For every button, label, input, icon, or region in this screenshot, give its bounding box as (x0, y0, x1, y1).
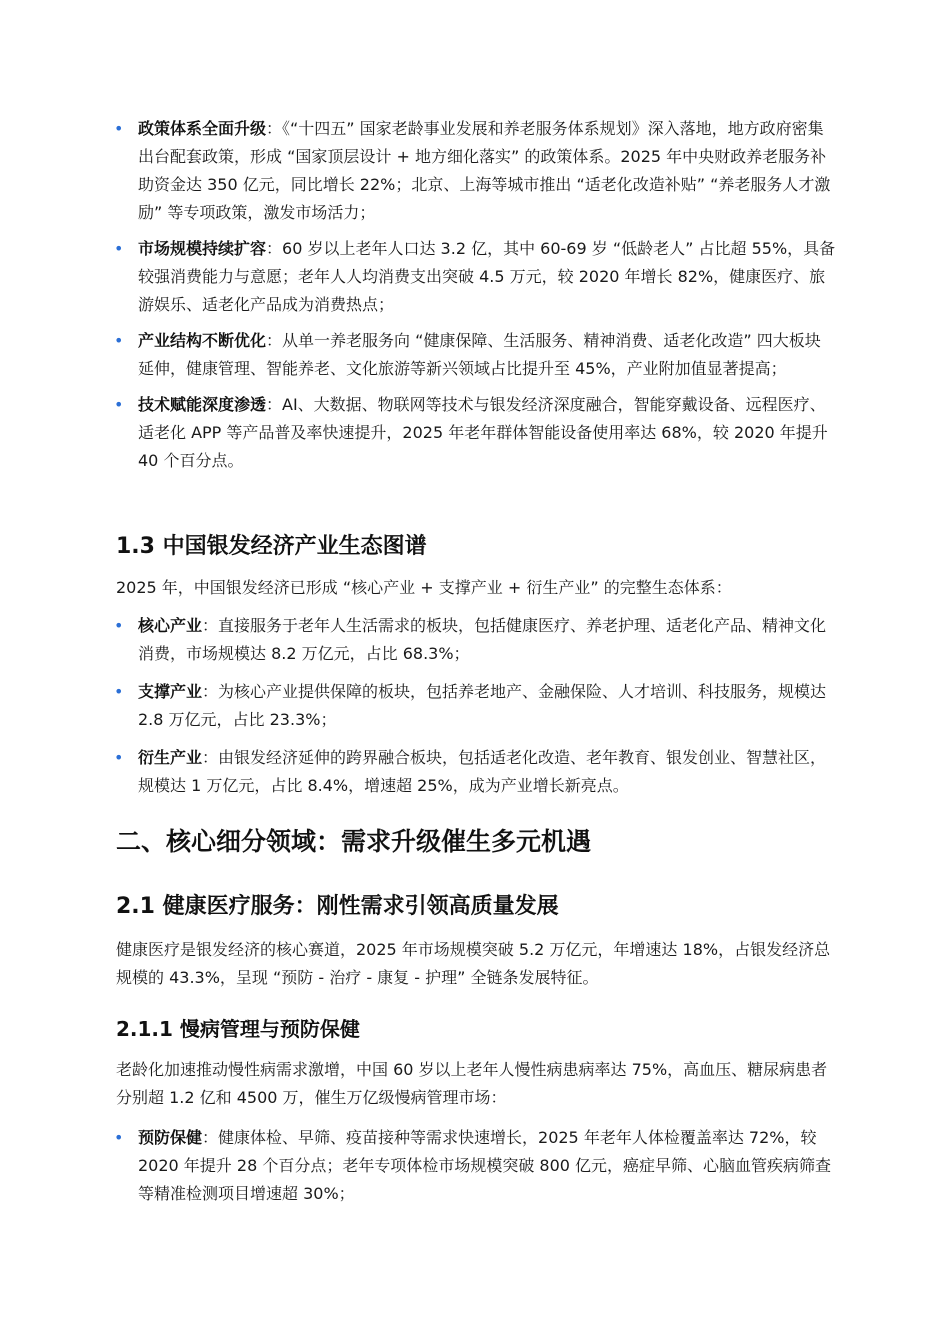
list-item-term: 技术赋能深度渗透 (138, 395, 267, 414)
section-2-1-intro: 健康医疗是银发经济的核心赛道，2025 年市场规模突破 5.2 万亿元，年增速达 18%，占银发经济总规模的 43.3%，呈现 “预防 - 治疗 - 康复 - 护理” 全链条发展特征。 (116, 940, 831, 987)
ecosystem-bullet-list (114, 612, 836, 800)
list-item (114, 235, 836, 319)
chronic-care-bullet-list (114, 1124, 836, 1208)
bullet-icon: • (114, 682, 124, 701)
policy-bullet-list (114, 115, 836, 475)
section-heading-1-3: 1.3 中国银发经济产业生态图谱 (116, 534, 427, 559)
bullet-icon: • (114, 331, 124, 350)
list-item-term: 产业结构不断优化 (138, 331, 267, 350)
list-item (114, 327, 836, 383)
list-item-text: ：60 岁以上老年人口达 3.2 亿，其中 60-69 岁 “低龄老人” 占比超 55%，具备较强消费能力与意愿；老年人人均消费支出突破 4.5 万元，较 2020 年增长 82%，健康医疗、旅游娱乐、适老化产品成为消费热点； (138, 239, 836, 314)
chapter-heading-2: 二、核心细分领域：需求升级催生多元机遇 (116, 827, 592, 856)
list-item-term: 政策体系全面升级 (138, 119, 267, 138)
bullet-icon: • (114, 119, 124, 138)
list-item-text: ：由银发经济延伸的跨界融合板块，包括适老化改造、老年教育、银发创业、智慧社区，规模达 1 万亿元，占比 8.4%，增速超 25%，成为产业增长新亮点。 (138, 748, 827, 795)
section-heading-2-1-1: 2.1.1 慢病管理与预防保健 (116, 1017, 360, 1041)
list-item-text: ：健康体检、早筛、疫苗接种等需求快速增长，2025 年老年人体检覆盖率达 72%，较 2020 年提升 28 个百分点；老年专项体检市场规模突破 800 亿元，癌症早筛、心脑血管疾病筛查等精准检测项目增速超 30%； (138, 1128, 832, 1203)
bullet-icon: • (114, 748, 124, 767)
list-item (114, 115, 836, 227)
list-item (114, 612, 836, 668)
list-item-text: ：从单一养老服务向 “健康保障、生活服务、精神消费、适老化改造” 四大板块延伸，健康管理、智能养老、文化旅游等新兴领域占比提升至 45%，产业附加值显著提高； (138, 331, 821, 378)
bullet-icon: • (114, 239, 124, 258)
section-2-1-1-intro: 老龄化加速推动慢性病需求激增，中国 60 岁以上老年人慢性病患病率达 75%，高血压、糖尿病患者分别超 1.2 亿和 4500 万，催生万亿级慢病管理市场： (116, 1060, 828, 1107)
list-item-term: 市场规模持续扩容 (138, 239, 267, 258)
list-item-term: 支撑产业 (138, 682, 203, 701)
section-1-3-intro: 2025 年，中国银发经济已形成 “核心产业 + 支撑产业 + 衍生产业” 的完整生态体系： (116, 578, 732, 597)
list-item-text: ：AI、大数据、物联网等技术与银发经济深度融合，智能穿戴设备、远程医疗、适老化 APP 等产品普及率快速提升，2025 年老年群体智能设备使用率达 68%，较 2020 年提升 40 个百分点。 (138, 395, 828, 470)
section-heading-2-1: 2.1 健康医疗服务：刚性需求引领高质量发展 (116, 894, 559, 919)
list-item (114, 678, 836, 734)
list-item (114, 391, 836, 475)
list-item-text: ：为核心产业提供保障的板块，包括养老地产、金融保险、人才培训、科技服务，规模达 2.8 万亿元，占比 23.3%； (138, 682, 827, 729)
list-item-term: 核心产业 (138, 616, 203, 635)
list-item-text: ：《“十四五” 国家老龄事业发展和养老服务体系规划》深入落地，地方政府密集出台配套政策，形成 “国家顶层设计 + 地方细化落实” 的政策体系。2025 年中央财政养老服务补助资金达 350 亿元，同比增长 22%；北京、上海等城市推出 “适老化改造补贴” “养老服务人才激励” 等专项政策，激发市场活力； (138, 119, 831, 222)
list-item-term: 预防保健 (138, 1128, 203, 1147)
list-item (114, 1124, 836, 1208)
bullet-icon: • (114, 1128, 124, 1147)
bullet-icon: • (114, 395, 124, 414)
list-item-term: 衍生产业 (138, 748, 203, 767)
bullet-icon: • (114, 616, 124, 635)
list-item (114, 744, 836, 800)
list-item-text: ：直接服务于老年人生活需求的板块，包括健康医疗、养老护理、适老化产品、精神文化消费，市场规模达 8.2 万亿元，占比 68.3%； (138, 616, 827, 663)
